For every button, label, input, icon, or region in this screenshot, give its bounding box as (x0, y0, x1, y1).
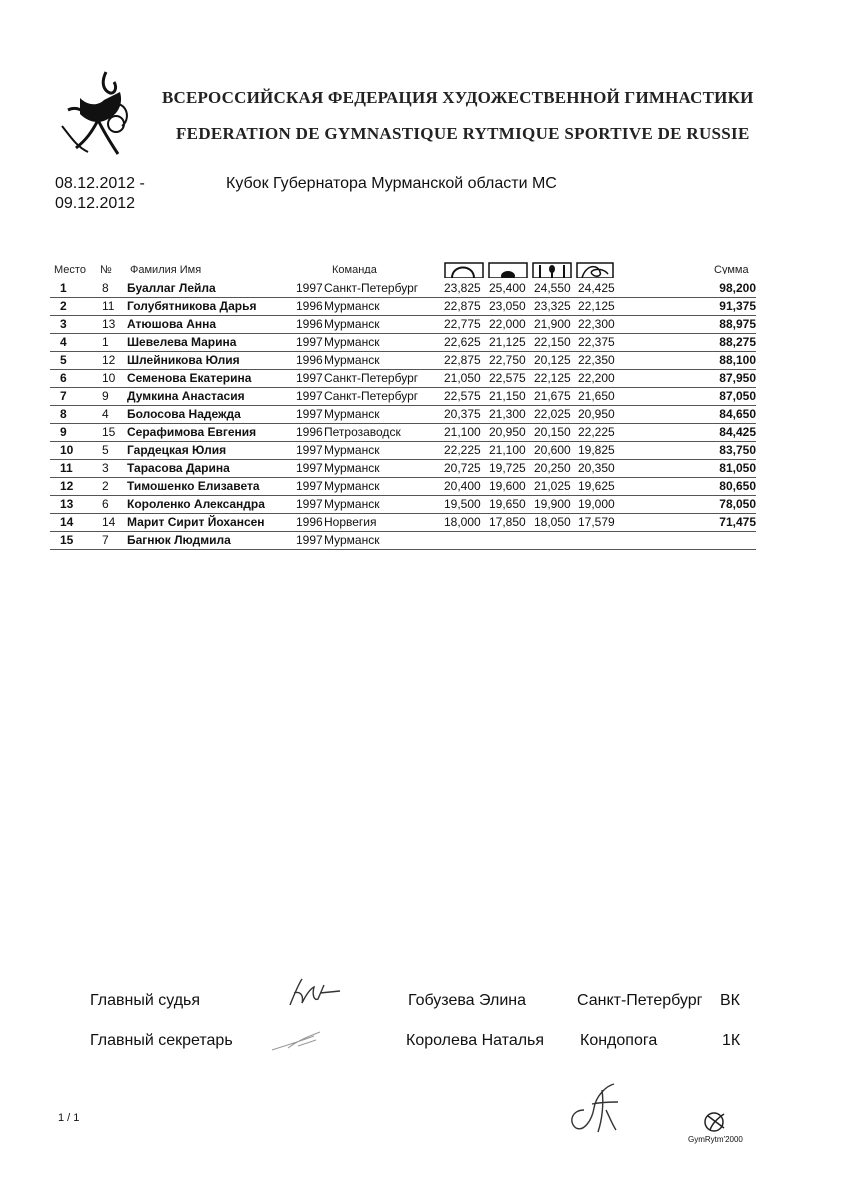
total-score-cell: 84,425 (719, 425, 756, 439)
table-row (50, 279, 756, 298)
bib-number-cell: 8 (102, 281, 109, 295)
total-score-cell: 87,950 (719, 371, 756, 385)
competition-dates (55, 174, 145, 214)
bib-number-cell: 13 (102, 317, 116, 331)
ball-score-cell: 21,300 (489, 407, 526, 421)
athlete-name-cell: Тарасова Дарина (127, 461, 230, 475)
ribbon-score-cell: 19,625 (578, 479, 615, 493)
clubs-icon (532, 262, 572, 278)
birth-year-cell: 1996 (296, 299, 323, 313)
place-cell: 4 (60, 335, 67, 349)
clubs-score-cell: 19,900 (534, 497, 571, 511)
ball-score-cell: 22,575 (489, 371, 526, 385)
team-cell: Мурманск (324, 461, 380, 475)
ribbon-score-cell: 22,225 (578, 425, 615, 439)
ribbon-icon (576, 262, 614, 278)
team-cell: Санкт-Петербург (324, 371, 419, 385)
team-cell: Мурманск (324, 353, 380, 367)
ball-score-cell: 21,125 (489, 335, 526, 349)
table-row (50, 423, 756, 442)
official-name: Королева Наталья (406, 1032, 545, 1049)
gymrytm-logo-text: GymRytm'2000 (688, 1135, 743, 1144)
table-row (50, 531, 756, 550)
col-header-name: Фамилия Имя (130, 264, 202, 274)
bib-number-cell: 6 (102, 497, 109, 511)
total-score-cell: 88,100 (719, 353, 756, 367)
clubs-score-cell: 20,250 (534, 461, 571, 475)
bib-number-cell: 9 (102, 389, 109, 403)
athlete-name-cell: Серафимова Евгения (127, 425, 257, 439)
birth-year-cell: 1996 (296, 425, 323, 439)
ribbon-score-cell: 19,000 (578, 497, 615, 511)
bib-number-cell: 14 (102, 515, 116, 529)
official-role: Главный судья (90, 992, 201, 1009)
col-header-no: № (100, 264, 112, 274)
clubs-score-cell: 22,025 (534, 407, 571, 421)
place-cell: 11 (60, 461, 73, 475)
col-header-total: Сумма (714, 264, 749, 274)
ball-score-cell: 22,750 (489, 353, 526, 367)
hoop-score-cell: 22,225 (444, 443, 481, 457)
table-row (50, 441, 756, 460)
ball-score-cell: 20,950 (489, 425, 526, 439)
birth-year-cell: 1997 (296, 281, 323, 295)
birth-year-cell: 1997 (296, 371, 323, 385)
athlete-name-cell: Семенова Екатерина (127, 371, 252, 385)
hoop-score-cell: 21,050 (444, 371, 481, 385)
hoop-score-cell: 20,400 (444, 479, 481, 493)
place-cell: 5 (60, 353, 67, 367)
clubs-score-cell: 21,900 (534, 317, 571, 331)
athlete-name-cell: Думкина Анастасия (127, 389, 245, 403)
total-score-cell: 71,475 (719, 515, 756, 529)
ribbon-score-cell: 20,950 (578, 407, 615, 421)
place-cell: 13 (60, 497, 74, 511)
bib-number-cell: 12 (102, 353, 116, 367)
ribbon-score-cell: 20,350 (578, 461, 615, 475)
col-header-place: Место (54, 264, 86, 274)
ball-score-cell: 19,600 (489, 479, 526, 493)
hoop-score-cell: 22,875 (444, 299, 481, 313)
table-row (50, 405, 756, 424)
hoop-score-cell: 20,375 (444, 407, 481, 421)
hoop-score-cell: 20,725 (444, 461, 481, 475)
table-row (50, 387, 756, 406)
ball-score-cell: 22,000 (489, 317, 526, 331)
total-score-cell: 84,650 (719, 407, 756, 421)
ball-score-cell: 21,150 (489, 389, 526, 403)
clubs-score-cell: 20,125 (534, 353, 571, 367)
table-row (50, 513, 756, 532)
ribbon-score-cell: 17,579 (578, 515, 615, 529)
hoop-score-cell: 19,500 (444, 497, 481, 511)
bib-number-cell: 3 (102, 461, 109, 475)
table-row (50, 315, 756, 334)
team-cell: Мурманск (324, 533, 380, 547)
official-category: 1К (722, 1032, 741, 1049)
hoop-score-cell: 22,625 (444, 335, 481, 349)
table-row (50, 297, 756, 316)
total-score-cell: 80,650 (719, 479, 756, 493)
ball-score-cell: 17,850 (489, 515, 526, 529)
total-score-cell: 98,200 (719, 281, 756, 295)
clubs-score-cell: 20,600 (534, 443, 571, 457)
birth-year-cell: 1996 (296, 317, 323, 331)
place-cell: 15 (60, 533, 74, 547)
place-cell: 8 (60, 407, 67, 421)
athlete-name-cell: Марит Сирит Йохансен (127, 515, 265, 529)
ribbon-score-cell: 22,300 (578, 317, 615, 331)
place-cell: 1 (60, 281, 67, 295)
clubs-score-cell: 22,150 (534, 335, 571, 349)
table-row (50, 459, 756, 478)
chief-judge-signature (284, 975, 364, 1009)
ribbon-score-cell: 24,425 (578, 281, 615, 295)
birth-year-cell: 1997 (296, 497, 323, 511)
hoop-score-cell: 22,575 (444, 389, 481, 403)
federation-logo (58, 66, 136, 158)
birth-year-cell: 1997 (296, 461, 323, 475)
clubs-score-cell: 21,675 (534, 389, 571, 403)
place-cell: 7 (60, 389, 67, 403)
total-score-cell: 78,050 (719, 497, 756, 511)
bib-number-cell: 15 (102, 425, 116, 439)
col-header-team: Команда (332, 264, 377, 274)
clubs-score-cell: 21,025 (534, 479, 571, 493)
table-row (50, 495, 756, 514)
ribbon-score-cell: 22,200 (578, 371, 615, 385)
ribbon-score-cell: 22,350 (578, 353, 615, 367)
federation-name-fr: FEDERATION DE GYMNASTIQUE RYTMIQUE SPORTIVE DE RUSSIE (176, 124, 750, 143)
page-number: 1 / 1 (58, 1112, 80, 1124)
official-city: Санкт-Петербург (577, 992, 703, 1009)
birth-year-cell: 1997 (296, 407, 323, 421)
team-cell: Санкт-Петербург (324, 389, 419, 403)
birth-year-cell: 1997 (296, 443, 323, 457)
ball-icon (488, 262, 528, 278)
competition-title: Кубок Губернатора Мурманской области МС (226, 175, 557, 192)
team-cell: Мурманск (324, 317, 380, 331)
athlete-name-cell: Болосова Надежда (127, 407, 241, 421)
hoop-icon (444, 262, 484, 278)
athlete-name-cell: Гардецкая Юлия (127, 443, 227, 457)
hoop-score-cell: 22,875 (444, 353, 481, 367)
hoop-score-cell: 21,100 (444, 425, 481, 439)
birth-year-cell: 1997 (296, 533, 323, 547)
chief-secretary-signature (268, 1028, 338, 1054)
date-from: 08.12.2012 - (55, 175, 145, 192)
bib-number-cell: 11 (102, 299, 115, 313)
clubs-score-cell: 24,550 (534, 281, 571, 295)
bib-number-cell: 1 (102, 335, 109, 349)
table-row (50, 333, 756, 352)
clubs-score-cell: 23,325 (534, 299, 571, 313)
place-cell: 6 (60, 371, 67, 385)
clubs-score-cell: 20,150 (534, 425, 571, 439)
ball-score-cell: 23,050 (489, 299, 526, 313)
approval-signature (562, 1080, 632, 1134)
athlete-name-cell: Короленко Александра (127, 497, 265, 511)
team-cell: Мурманск (324, 335, 380, 349)
clubs-score-cell: 22,125 (534, 371, 571, 385)
bib-number-cell: 2 (102, 479, 109, 493)
ball-score-cell: 21,100 (489, 443, 526, 457)
gymrytm-logo-icon (702, 1108, 730, 1134)
total-score-cell: 81,050 (719, 461, 756, 475)
table-row (50, 351, 756, 370)
place-cell: 14 (60, 515, 74, 529)
hoop-score-cell: 18,000 (444, 515, 481, 529)
place-cell: 2 (60, 299, 67, 313)
athlete-name-cell: Буаллаг Лейла (127, 281, 216, 295)
bib-number-cell: 5 (102, 443, 109, 457)
ball-score-cell: 19,725 (489, 461, 526, 475)
athlete-name-cell: Тимошенко Елизавета (127, 479, 260, 493)
place-cell: 12 (60, 479, 74, 493)
official-category: ВК (720, 992, 740, 1009)
total-score-cell: 88,975 (719, 317, 756, 331)
federation-name-ru: ВСЕРОССИЙСКАЯ ФЕДЕРАЦИЯ ХУДОЖЕСТВЕННОЙ ГИМНАСТИКИ (162, 88, 754, 107)
athlete-name-cell: Шлейникова Юлия (127, 353, 240, 367)
athlete-name-cell: Багнюк Людмила (127, 533, 231, 547)
place-cell: 10 (60, 443, 74, 457)
hoop-score-cell: 23,825 (444, 281, 481, 295)
athlete-name-cell: Шевелева Марина (127, 335, 237, 349)
birth-year-cell: 1997 (296, 389, 323, 403)
team-cell: Мурманск (324, 479, 380, 493)
bib-number-cell: 4 (102, 407, 109, 421)
team-cell: Петрозаводск (324, 425, 401, 439)
total-score-cell: 83,750 (719, 443, 756, 457)
ribbon-score-cell: 22,375 (578, 335, 615, 349)
team-cell: Мурманск (324, 299, 380, 313)
total-score-cell: 91,375 (719, 299, 756, 313)
bib-number-cell: 7 (102, 533, 109, 547)
team-cell: Норвегия (324, 515, 377, 529)
team-cell: Мурманск (324, 407, 380, 421)
clubs-score-cell: 18,050 (534, 515, 571, 529)
ball-score-cell: 19,650 (489, 497, 526, 511)
official-role: Главный секретарь (90, 1032, 233, 1049)
hoop-score-cell: 22,775 (444, 317, 481, 331)
team-cell: Санкт-Петербург (324, 281, 419, 295)
ribbon-score-cell: 21,650 (578, 389, 615, 403)
birth-year-cell: 1997 (296, 335, 323, 349)
birth-year-cell: 1997 (296, 479, 323, 493)
ball-score-cell: 25,400 (489, 281, 526, 295)
bib-number-cell: 10 (102, 371, 116, 385)
official-name: Гобузева Элина (408, 992, 526, 1009)
athlete-name-cell: Атюшова Анна (127, 317, 217, 331)
place-cell: 3 (60, 317, 67, 331)
total-score-cell: 87,050 (719, 389, 756, 403)
birth-year-cell: 1996 (296, 353, 323, 367)
date-to: 09.12.2012 (55, 195, 136, 212)
birth-year-cell: 1996 (296, 515, 323, 529)
total-score-cell: 88,275 (719, 335, 756, 349)
place-cell: 9 (60, 425, 67, 439)
table-row (50, 477, 756, 496)
team-cell: Мурманск (324, 443, 380, 457)
ribbon-score-cell: 22,125 (578, 299, 615, 313)
team-cell: Мурманск (324, 497, 380, 511)
official-city: Кондопога (580, 1032, 658, 1049)
table-row (50, 369, 756, 388)
athlete-name-cell: Голубятникова Дарья (127, 299, 257, 313)
ribbon-score-cell: 19,825 (578, 443, 615, 457)
